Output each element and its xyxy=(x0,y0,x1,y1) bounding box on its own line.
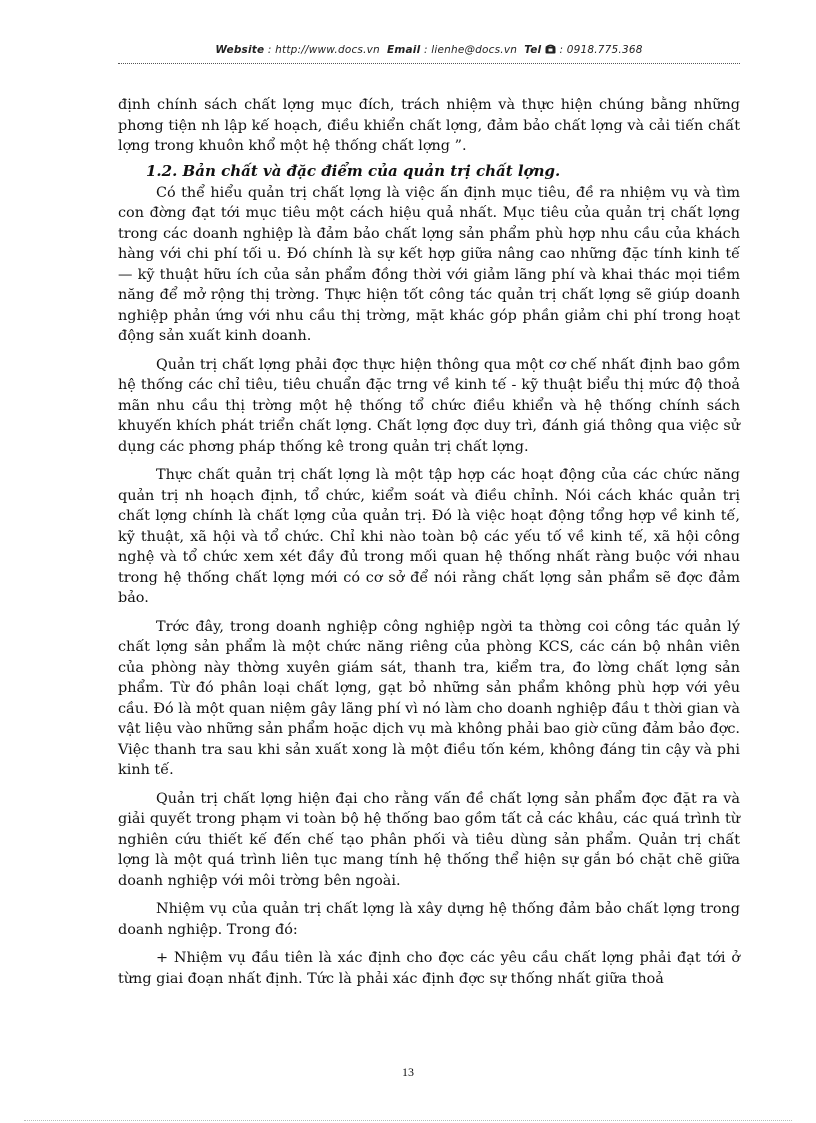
paragraph-5: Quản trị chất lợng hiện đại cho rằng vấn đề chất lợng sản phẩm đợc đặt ra và giải quyết trong phạm vi toàn bộ hệ thống bao gồm tất cả các khâu, các quá trình từ nghiên cứu thiết kế đến chế tạo phân phối và tiêu dùng sản phẩm. Quản trị chất lợng là một quá trình liên tục mang tính hệ thống thể hiện sự gắn bó chặt chẽ giữa doanh nghiệp với môi trờng bên ngoài. xyxy=(118,790,740,889)
page-number: 13 xyxy=(402,1065,414,1079)
paragraph-4: Trớc đây, trong doanh nghiệp công nghiệp ngời ta thờng coi công tác quản lý chất lợng sản phẩm là một chức năng riêng của phòng KCS, các cán bộ nhân viên của phòng này thờng xuyên giám sát, thanh tra, kiểm tra, đo lờng chất lợng sản phẩm. Từ đó phân loại chất lợng, gạt bỏ những sản phẩm không phù hợp với yêu cầu. Đó là một quan niệm gây lãng phí vì nó làm cho doanh nghiệp đầu t thời gian và vật liệu vào những sản phẩm hoặc dịch vụ mà không phải bao giờ cũng đảm bảo đợc. Việc thanh tra sau khi sản xuất xong là một điều tốn kém, không đáng tin cậy và phi kinh tế. xyxy=(118,618,740,778)
footer-divider xyxy=(24,1120,792,1121)
section-heading: 1.2. Bản chất và đặc điểm của quản trị chất lợng. xyxy=(146,161,561,180)
website-value: : http://www.docs.vn xyxy=(267,44,380,56)
tel-label: Tel xyxy=(524,44,542,56)
tel-value: : 0918.775.368 xyxy=(559,44,643,56)
email-value: : lienhe@docs.vn xyxy=(423,44,518,56)
phone-icon xyxy=(545,44,556,56)
website-label: Website xyxy=(215,44,265,56)
paragraph-2: Quản trị chất lợng phải đợc thực hiện thông qua một cơ chế nhất định bao gồm hệ thống các chỉ tiêu, tiêu chuẩn đặc trng về kinh tế - kỹ thuật biểu thị mức độ thoả mãn nhu cầu thị trờng một hệ thống tổ chức điều khiển và hệ thống chính sách khuyến khích phát triển chất lợng. Chất lợng đợc duy trì, đánh giá thông qua việc sử dụng các phơng pháp thống kê trong quản trị chất lợng. xyxy=(118,356,740,455)
email-label: Email xyxy=(386,44,421,56)
paragraph-7: + Nhiệm vụ đầu tiên là xác định cho đợc các yêu cầu chất lợng phải đạt tới ở từng giai đoạn nhất định. Tức là phải xác định đợc sự thống nhất giữa thoả xyxy=(118,950,740,987)
document-body xyxy=(118,95,740,989)
paragraph-1: Có thể hiểu quản trị chất lợng là việc ấn định mục tiêu, đề ra nhiệm vụ và tìm con đờng đạt tới mục tiêu một cách hiệu quả nhất. Mục tiêu của quản trị chất lợng trong các doanh nghiệp là đảm bảo chất lợng sản phẩm phù hợp nhu cầu của khách hàng với chi phí tối u. Đó chính là sự kết hợp giữa nâng cao những đặc tính kinh tế — kỹ thuật hữu ích của sản phẩm đồng thời với giảm lãng phí và khai thác mọi tiềm năng để mở rộng thị trờng. Thực hiện tốt công tác quản trị chất lợng sẽ giúp doanh nghiệp phản ứng với nhu cầu thị trờng, mặt khác góp phần giảm chi phí trong hoạt động sản xuất kinh doanh. xyxy=(118,184,740,344)
paragraph-3: Thực chất quản trị chất lợng là một tập hợp các hoạt động của các chức năng quản trị nh hoạch định, tổ chức, kiểm soát và điều chỉnh. Nói cách khác quản trị chất lợng chính là chất lợng của quản trị. Đó là việc hoạt động tổng hợp về kinh tế, kỹ thuật, xã hội và tổ chức. Chỉ khi nào toàn bộ các yếu tố về kinh tế, xã hội công nghệ và tổ chức xem xét đầy đủ trong mối quan hệ thống nhất ràng buộc với nhau trong hệ thống chất lợng mới có cơ sở để nói rằng chất lợng sản phẩm sẽ đợc đảm bảo. xyxy=(118,467,740,606)
paragraph-6: Nhiệm vụ của quản trị chất lợng là xây dựng hệ thống đảm bảo chất lợng trong doanh nghiệp. Trong đó: xyxy=(118,901,740,938)
page-header xyxy=(118,44,740,56)
header-divider xyxy=(118,63,740,64)
paragraph-continuation: định chính sách chất lợng mục đích, trách nhiệm và thực hiện chúng bằng những phơng tiện nh lập kế hoạch, điều khiển chất lợng, đảm bảo chất lợng và cải tiến chất lợng trong khuôn khổ một hệ thống chất lợng ”. xyxy=(118,97,740,154)
